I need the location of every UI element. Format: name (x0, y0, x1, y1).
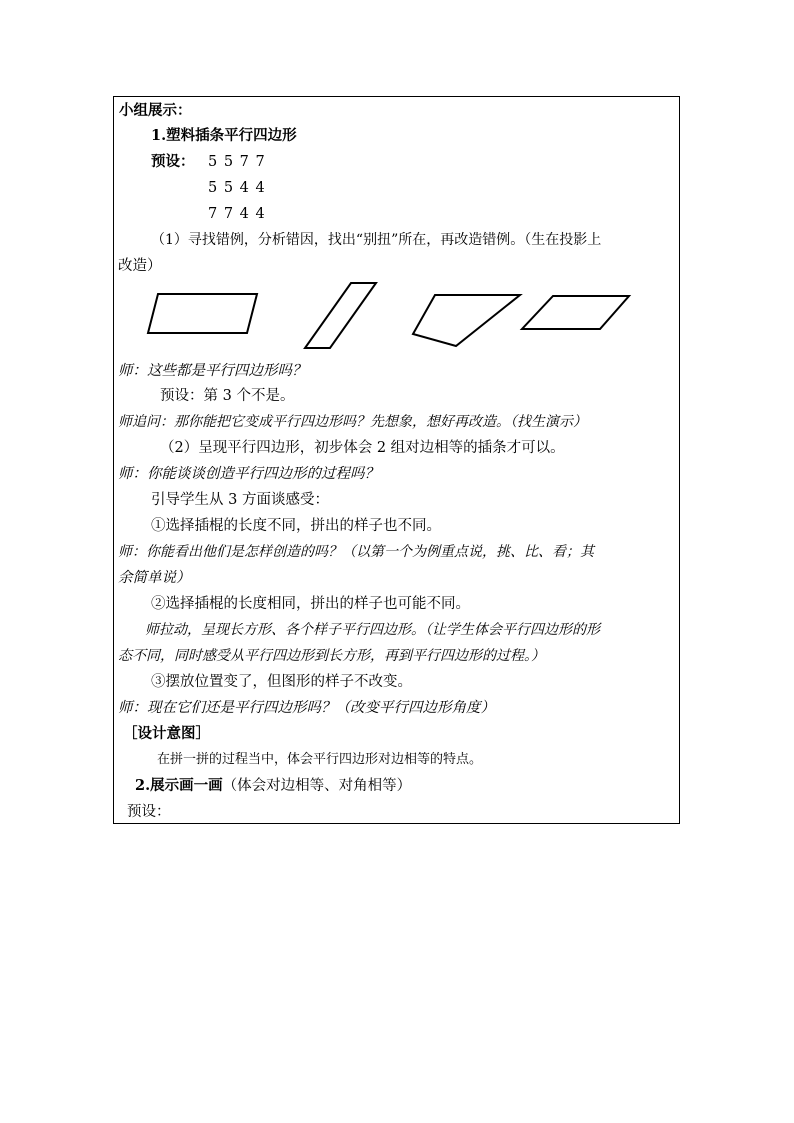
section2-note: （体会对边相等、对角相等） (222, 778, 412, 794)
shape-parallelogram-flat (522, 296, 629, 329)
guide-text: 引导学生从 3 方面谈感受： (151, 492, 329, 508)
point-1: ①选择插棍的长度不同，拼出的样子也不同。 (151, 518, 441, 534)
teacher-question-2: 师追问：那你能把它变成平行四边形吗？先想象，想好再改造。（找生演示） (118, 414, 587, 430)
preset-number-1: 5 5 7 7 (208, 154, 266, 170)
section2-title: 2.展示画一画 (135, 777, 223, 794)
teacher-question-4-line2: 余简单说） (118, 570, 191, 586)
step1-line1: （1）寻找错例，分析错因，找出“别扭”所在，再改造错例。（生在投影上 (151, 232, 602, 248)
teacher-question-1: 师：这些都是平行四边形吗？ (118, 363, 307, 379)
teacher-question-3: 师：你能谈谈创造平行四边形的过程吗？ (118, 466, 379, 482)
design-intent-text: 在拼一拼的过程当中，体会平行四边形对边相等的特点。 (157, 752, 483, 767)
point-3: ③摆放位置变了，但图形的样子不改变。 (151, 674, 412, 690)
preset-label: 预设： (151, 153, 195, 170)
preset-answer: 预设：第 3 个不是。 (160, 388, 295, 404)
preset-number-2: 5 5 4 4 (208, 180, 266, 196)
shape-quadrilateral-irregular (413, 295, 520, 346)
teacher-pull-line1: 师拉动，呈现长方形、各个样子平行四边形。（让学生体会平行四边形的形 (145, 622, 600, 638)
teacher-pull-line2: 态不同，同时感受从平行四边形到长方形，再到平行四边形的过程。） (118, 648, 545, 664)
step2-text: （2）呈现平行四边形，初步体会 2 组对边相等的插条才可以。 (160, 440, 565, 456)
design-intent-label: ［设计意图］ (123, 725, 210, 742)
heading: 小组展示： (119, 102, 192, 119)
section1-title: 1.塑料插条平行四边形 (151, 127, 297, 144)
shape-parallelogram-tall-slanted (305, 283, 376, 348)
section2-preset: 预设： (127, 804, 171, 820)
teacher-question-5: 师：现在它们还是平行四边形吗？（改变平行四边形角度） (118, 700, 495, 716)
preset-number-3: 7 7 4 4 (208, 206, 266, 222)
shape-parallelogram-wide (148, 294, 257, 333)
teacher-question-4-line1: 师：你能看出他们是怎样创造的吗？（以第一个为例重点说，挑、比、看；其 (118, 544, 594, 560)
step1-line2: 改造） (118, 258, 162, 274)
point-2: ②选择插棍的长度相同，拼出的样子也可能不同。 (151, 596, 470, 612)
